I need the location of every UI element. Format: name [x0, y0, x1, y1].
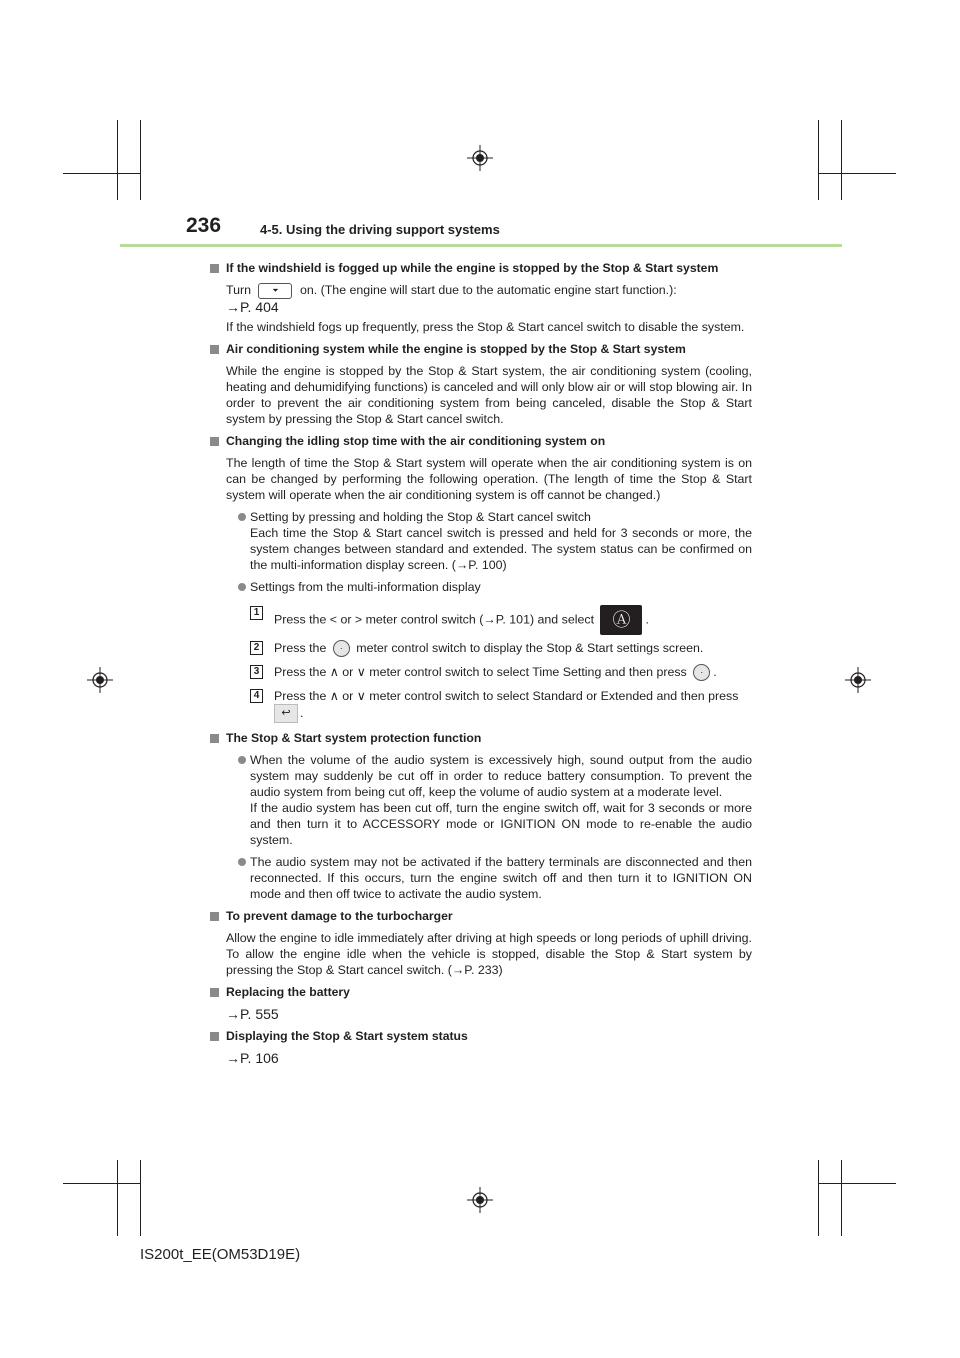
step-item: 1 Press the < or > meter control switch (→P. 101) and select Ⓐ . [250, 605, 752, 635]
step-item: 2 Press the · meter control switch to display the Stop & Start settings screen. [250, 640, 752, 657]
enter-button-icon: · [333, 640, 350, 657]
paragraph: The length of time the Stop & Start system will operate when the air conditioning system is on can be changed by performing the following operation. (The length of time the Stop & Start system will operate when the air conditioning system is off cannot be changed.) [226, 455, 752, 502]
registration-mark-icon [845, 667, 871, 693]
step-number: 3 [250, 665, 263, 679]
square-bullet-icon [210, 912, 219, 921]
bullet-item: Setting by pressing and holding the Stop & Start cancel switch Each time the Stop & Start cancel switch is pressed and held for 3 seconds or more, the system changes between standard and extended. The system status can be confirmed on the multi-information display screen. (→P. 100) [238, 509, 752, 573]
page-number: 236 [186, 214, 222, 237]
square-bullet-icon [210, 264, 219, 273]
bullet-item: When the volume of the audio system is excessively high, sound output from the audio system may suddenly be cut off in order to reduce battery consumption. To prevent the audio system from being cut off, keep the volume of audio system at a moderate level. If the audio system has been cut off, turn the engine switch off, wait for 3 seconds or more and then turn it to ACCESSORY mode or IGNITION ON mode to re-enable the audio system. [238, 752, 752, 848]
registration-mark-icon [467, 1187, 493, 1213]
section-heading: To prevent damage to the turbocharger [210, 908, 752, 924]
crop-mark [818, 173, 896, 174]
paragraph: Turn ⏷ on. (The engine will start due to the automatic engine start function.): [226, 283, 677, 297]
paragraph: Allow the engine to idle immediately after driving at high speeds or long periods of uphill driving. To allow the engine idle when the vehicle is stopped, disable the Stop & Start system by pressing the Stop & Start cancel switch. (→P. 233) [226, 931, 752, 978]
step-item: 4 Press the ∧ or ∨ meter control switch to select Standard or Extended and then press ↩ . [250, 688, 752, 723]
registration-mark-icon [87, 667, 113, 693]
enter-button-icon: · [693, 664, 710, 681]
paragraph: If the windshield fogs up frequently, press the Stop & Start cancel switch to disable the system. [226, 319, 745, 334]
step-number: 4 [250, 689, 263, 703]
section-heading: Displaying the Stop & Start system status [210, 1028, 752, 1044]
bullet-item: Settings from the multi-information display [238, 579, 752, 595]
header-rule [120, 244, 842, 247]
page-reference: →P. 555 [226, 1006, 279, 1023]
paragraph: While the engine is stopped by the Stop & Start system, the air conditioning system (cooling, heating and dehumidifying functions) is canceled and will only blow air or will stop blowing air. In order to prevent the air conditioning system from being canceled, disable the Stop & Start system by pressing the Stop & Start cancel switch. [226, 363, 752, 426]
bullet-item: The audio system may not be activated if the battery terminals are disconnected and then reconnected. If this occurs, turn the engine switch off and then turn it to IGNITION ON mode and then off twice to activate the audio system. [238, 854, 752, 902]
step-number: 2 [250, 641, 263, 655]
page-header [120, 214, 842, 248]
settings-display-icon: Ⓐ [600, 605, 642, 635]
section-title: 4-5. Using the driving support systems [260, 222, 500, 237]
crop-mark [818, 120, 819, 200]
section-heading: Changing the idling stop time with the air conditioning system on [210, 433, 752, 449]
page-content [210, 256, 752, 1072]
square-bullet-icon [210, 1032, 219, 1041]
page-reference: →P. 106 [226, 1050, 279, 1067]
round-bullet-icon [238, 513, 246, 521]
page-reference: →P. 404 [226, 298, 279, 315]
square-bullet-icon [210, 734, 219, 743]
crop-mark [818, 1160, 819, 1236]
crop-mark [63, 173, 141, 174]
crop-mark [63, 1183, 141, 1184]
section-heading: If the windshield is fogged up while the engine is stopped by the Stop & Start system [210, 260, 752, 276]
crop-mark [841, 120, 842, 200]
step-number: 1 [250, 606, 263, 620]
back-button-icon: ↩ [274, 704, 298, 723]
crop-mark [140, 1160, 141, 1236]
round-bullet-icon [238, 583, 246, 591]
section-heading: Air conditioning system while the engine is stopped by the Stop & Start system [210, 341, 752, 357]
section-heading: Replacing the battery [210, 984, 752, 1000]
square-bullet-icon [210, 437, 219, 446]
crop-mark [140, 120, 141, 200]
round-bullet-icon [238, 756, 246, 764]
registration-mark-icon [467, 145, 493, 171]
crop-mark [117, 120, 118, 200]
square-bullet-icon [210, 345, 219, 354]
crop-mark [841, 1160, 842, 1236]
section-heading: The Stop & Start system protection function [210, 730, 752, 746]
square-bullet-icon [210, 988, 219, 997]
crop-mark [818, 1183, 896, 1184]
round-bullet-icon [238, 858, 246, 866]
document-code: IS200t_EE(OM53D19E) [140, 1246, 301, 1263]
crop-mark [117, 1160, 118, 1236]
step-item: 3 Press the ∧ or ∨ meter control switch to select Time Setting and then press · . [250, 664, 752, 681]
windshield-defroster-icon: ⏷ [258, 283, 292, 299]
